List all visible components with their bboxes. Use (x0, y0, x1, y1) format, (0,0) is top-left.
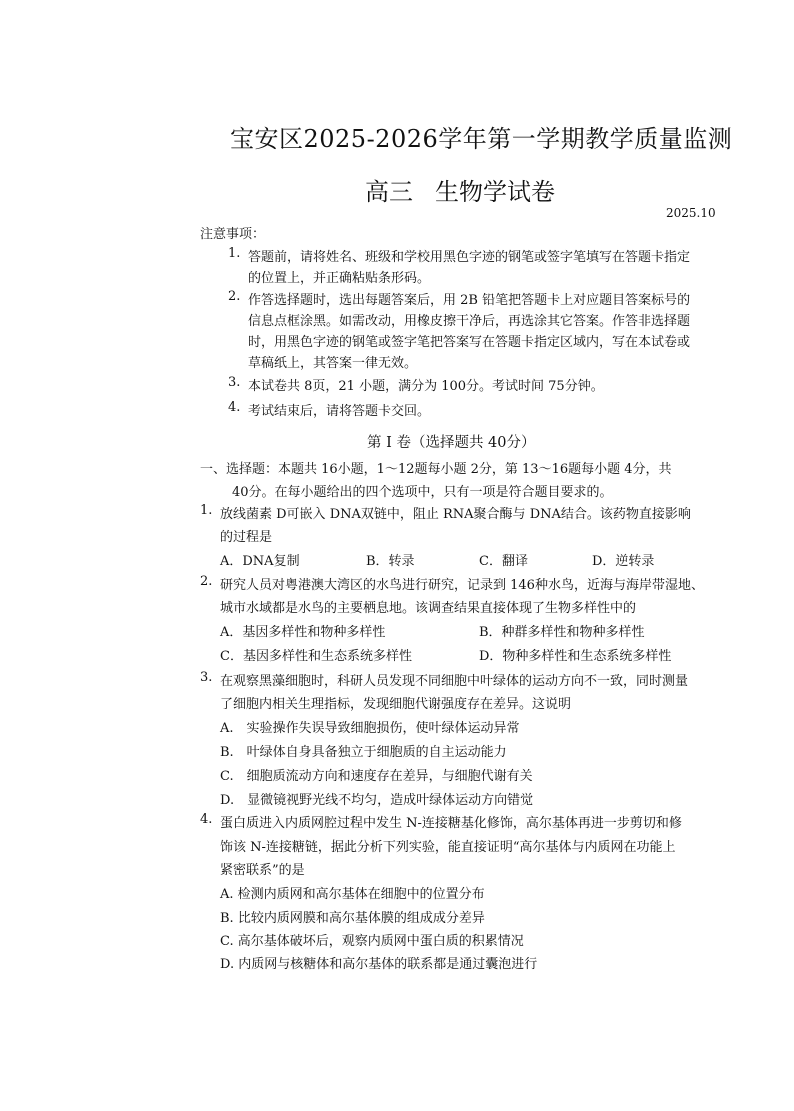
option-d: D. 显微镜视野光线不均匀，造成叶绿体运动方向错觉 (220, 793, 534, 808)
notice-line: 信息点框涂黑。如需改动，用橡皮擦干净后，再选涂其它答案。作答非选择题 (248, 314, 691, 329)
notice-line: 考试结束后，请将答题卡交回。 (248, 404, 431, 419)
option-b: B. 比较内质网膜和高尔基体膜的组成成分差异 (220, 911, 485, 926)
question-stem-line: 在观察黑藻细胞时，科研人员发现不同细胞中叶绿体的运动方向不一致，同时测量 (220, 674, 689, 689)
question-number: 3. (200, 670, 213, 685)
notice-line: 本试卷共 8页，21 小题，满分为 100分。考试时间 75分钟。 (248, 379, 604, 394)
question-number: 1. (200, 503, 213, 518)
notice-item-number: 2. (228, 289, 241, 304)
option-c: C. 细胞质流动方向和速度存在差异，与细胞代谢有关 (220, 769, 533, 784)
notice-heading: 注意事项： (200, 227, 266, 242)
question-number: 2. (200, 574, 213, 589)
question-stem-line: 饰该 N-连接糖链，据此分析下列实验，能直接证明“高尔基体与内质网在功能上 (220, 840, 676, 855)
notice-item-number: 4. (228, 400, 241, 415)
exam-title: 宝安区2025-2026学年第一学期教学质量监测 (230, 125, 733, 153)
question-stem-line: 放线菌素 D可嵌入 DNA双链中，阻止 RNA聚合酶与 DNA结合。该药物直接影响 (220, 507, 691, 522)
option-b: B．种群多样性和物种多样性 (479, 625, 645, 640)
option-a: A．DNA复制 (220, 554, 300, 569)
option-b: B．转录 (366, 554, 415, 569)
option-a: A. 检测内质网和高尔基体在细胞中的位置分布 (220, 887, 485, 902)
option-c: C．基因多样性和生态系统多样性 (220, 649, 412, 664)
notice-item-number: 1. (228, 246, 241, 261)
section-intro-line: 一、选择题：本题共 16小题，1～12题每小题 2分，第 13～16题每小题 4分，共 (200, 462, 672, 477)
option-a: A. 实验操作失误导致细胞损伤，使叶绿体运动异常 (220, 721, 520, 736)
question-stem-line: 城市水域都是水鸟的主要栖息地。该调查结果直接体现了生物多样性中的 (220, 601, 637, 616)
option-d: D．物种多样性和生态系统多样性 (479, 649, 672, 664)
subtitle-subject: 生物学试卷 (435, 178, 555, 206)
question-number: 4. (200, 812, 213, 827)
question-stem-line: 了细胞内相关生理指标，发现细胞代谢强度存在差异。这说明 (220, 697, 572, 712)
question-stem-line: 蛋白质进入内质网腔过程中发生 N-连接糖基化修饰，高尔基体再进一步剪切和修 (220, 816, 682, 831)
notice-line: 草稿纸上，其答案一律无效。 (248, 356, 418, 371)
option-a: A．基因多样性和物种多样性 (220, 625, 386, 640)
option-b: B. 叶绿体自身具备独立于细胞质的自主运动能力 (220, 745, 507, 760)
notice-item-number: 3. (228, 375, 241, 390)
exam-subtitle (365, 172, 555, 207)
notice-line: 答题前，请将姓名、班级和学校用黑色字迹的钢笔或签字笔填写在答题卡指定 (248, 250, 691, 265)
part-heading: 第 Ⅰ 卷（选择题共 40分） (367, 435, 536, 451)
notice-line: 作答选择题时，选出每题答案后，用 2B 铅笔把答题卡上对应题目答案标号的 (248, 293, 691, 308)
notice-line: 的位置上，并正确粘贴条形码。 (248, 271, 431, 286)
option-d: D．逆转录 (592, 554, 655, 569)
question-stem-line: 紧密联系”的是 (220, 863, 305, 878)
exam-date: 2025.10 (666, 206, 716, 220)
subtitle-grade: 高三 (365, 178, 413, 206)
question-stem-line: 研究人员对粤港澳大湾区的水鸟进行研究，记录到 146种水鸟，近海与海岸带湿地、 (220, 578, 704, 593)
question-stem-line: 的过程是 (220, 530, 273, 545)
option-d: D. 内质网与核糖体和高尔基体的联系都是通过囊泡进行 (220, 957, 538, 972)
section-intro-line: 40分。在每小题给出的四个选项中，只有一项是符合题目要求的。 (232, 485, 613, 500)
notice-line: 时，用黑色字迹的钢笔或签字笔把答案写在答题卡指定区域内，写在本试卷或 (248, 335, 691, 350)
option-c: C. 高尔基体破坏后，观察内质网中蛋白质的积累情况 (220, 934, 524, 949)
option-c: C．翻译 (479, 554, 528, 569)
